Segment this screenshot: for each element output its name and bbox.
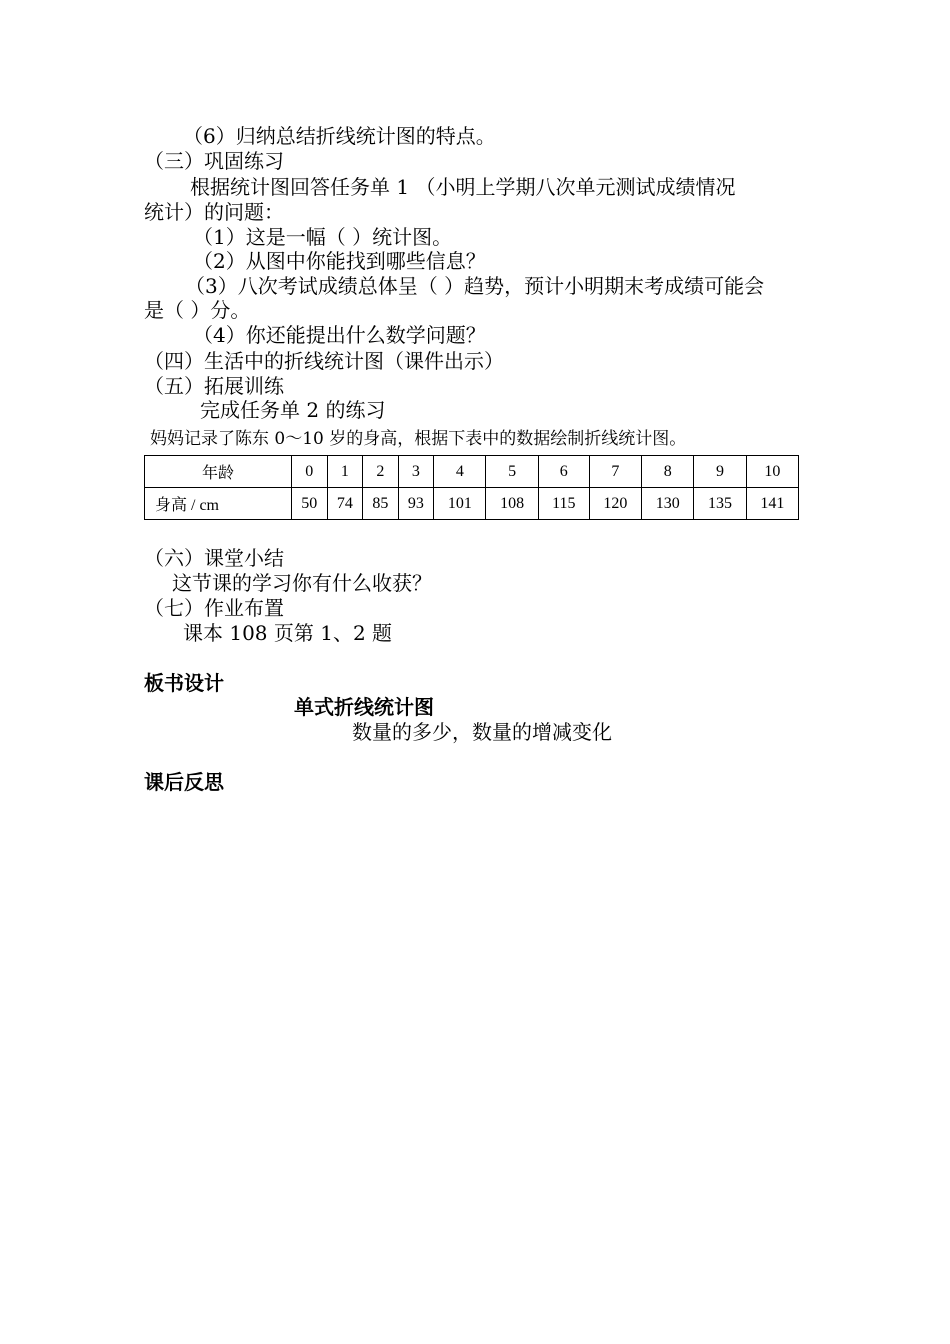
table-cell: 0 <box>292 456 328 488</box>
table-cell: 10 <box>746 456 798 488</box>
section-4-heading: （四）生活中的折线统计图（课件出示） <box>144 349 504 373</box>
table-cell: 108 <box>486 488 538 520</box>
question-3-cont: 是（ ）分。 <box>144 298 251 322</box>
table-cell: 141 <box>746 488 798 520</box>
table-cell: 1 <box>327 456 363 488</box>
section-6-heading: （六）课堂小结 <box>144 546 284 570</box>
height-table <box>144 455 799 520</box>
table-cell: 135 <box>694 488 746 520</box>
table-cell: 50 <box>292 488 328 520</box>
task-sheet-1-intro: 根据统计图回答任务单 1 （小明上学期八次单元测试成绩情况 <box>190 175 736 199</box>
table-cell: 2 <box>363 456 399 488</box>
table-header-age: 年龄 <box>145 456 292 488</box>
table-cell: 6 <box>538 456 589 488</box>
reflection-heading: 课后反思 <box>144 770 224 794</box>
table-row-height <box>145 488 799 520</box>
table-cell: 7 <box>589 456 641 488</box>
section-7-heading: （七）作业布置 <box>144 596 284 620</box>
table-cell: 4 <box>434 456 486 488</box>
table-row-age <box>145 456 799 488</box>
question-1: （1）这是一幅（ ）统计图。 <box>193 225 453 249</box>
summary-question: 这节课的学习你有什么收获？ <box>172 571 432 595</box>
board-design-heading: 板书设计 <box>144 671 224 695</box>
board-subtitle: 数量的多少，数量的增减变化 <box>352 720 612 744</box>
question-4: （4）你还能提出什么数学问题？ <box>193 323 486 347</box>
table-cell: 130 <box>642 488 694 520</box>
task-sheet-2: 完成任务单 2 的练习 <box>200 398 386 422</box>
step-6: （6）归纳总结折线统计图的特点。 <box>183 124 496 148</box>
question-3: （3）八次考试成绩总体呈（ ）趋势，预计小明期末考成绩可能会 <box>185 274 765 298</box>
board-title: 单式折线统计图 <box>294 695 434 719</box>
table-cell: 5 <box>486 456 538 488</box>
table-cell: 93 <box>398 488 434 520</box>
homework: 课本 108 页第 1、2 题 <box>183 621 393 645</box>
table-cell: 120 <box>589 488 641 520</box>
section-5-heading: （五）拓展训练 <box>144 374 284 398</box>
table-cell: 8 <box>642 456 694 488</box>
section-3-heading: （三）巩固练习 <box>144 149 284 173</box>
table-cell: 9 <box>694 456 746 488</box>
table-cell: 3 <box>398 456 434 488</box>
table-cell: 85 <box>363 488 399 520</box>
task-sheet-1-intro-cont: 统计）的问题： <box>144 200 284 224</box>
table-caption: 妈妈记录了陈东 0～10 岁的身高，根据下表中的数据绘制折线统计图。 <box>150 429 687 449</box>
question-2: （2）从图中你能找到哪些信息？ <box>193 249 486 273</box>
table-cell: 115 <box>538 488 589 520</box>
table-cell: 101 <box>434 488 486 520</box>
table-header-height: 身高 / cm <box>145 488 292 520</box>
table-cell: 74 <box>327 488 363 520</box>
